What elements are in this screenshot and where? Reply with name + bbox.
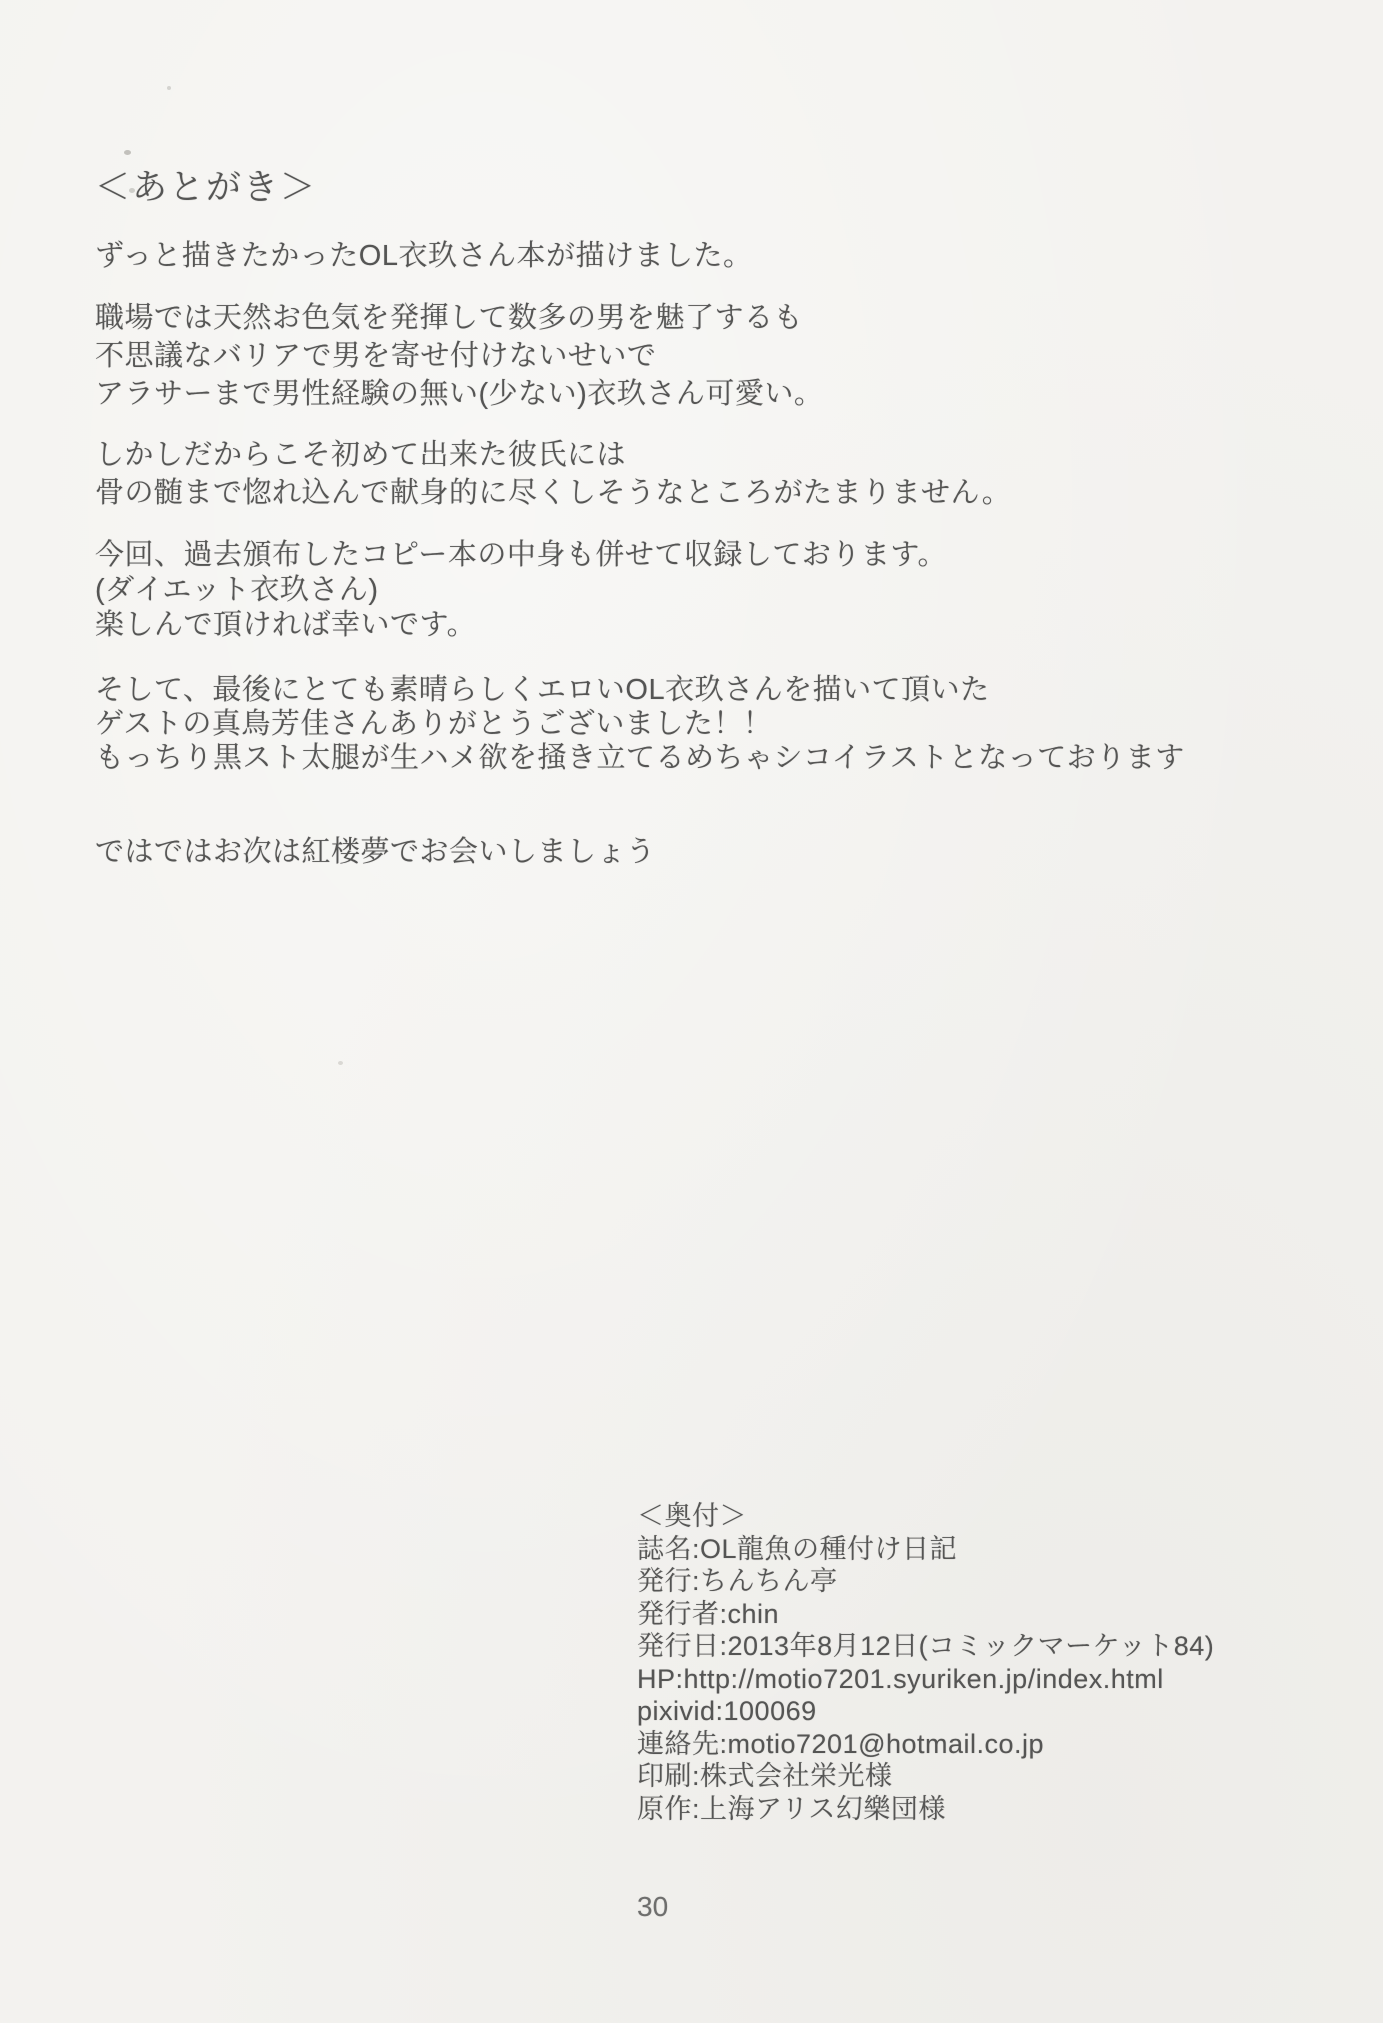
colophon-entry-publisher: 発行:ちんちん亭 <box>637 1566 838 1596</box>
colophon-entry-pixiv-id: pixivid:100069 <box>637 1696 817 1726</box>
afterword-text-line: ずっと描きたかったOL衣玖さん本が描けました。 <box>95 240 753 272</box>
colophon-block <box>637 1500 1214 1825</box>
afterword-text-line: ではではお次は紅楼夢でお会いしましょう <box>95 836 656 868</box>
afterword-text-line: 楽しんで頂ければ幸いです。 <box>95 609 477 641</box>
colophon-entry-date: 発行日:2013年8月12日(コミックマーケット84) <box>637 1631 1215 1661</box>
colophon-entry-title: 誌名:OL龍魚の種付け日記 <box>637 1533 958 1564</box>
afterword-closing <box>95 833 656 871</box>
afterword-paragraph-2 <box>95 299 823 413</box>
afterword-paragraph-3 <box>95 436 1011 512</box>
afterword-text-line: 職場では天然お色気を発揮して数多の男を魅了するも <box>95 302 804 334</box>
colophon-entry-homepage: HP:http://motio7201.syuriken.jp/index.html <box>637 1663 1164 1694</box>
afterword-paragraph-4 <box>95 538 947 643</box>
afterword-text-line: そして、最後にとても素晴らしくエロいOL衣玖さんを描いて頂いた <box>95 674 990 706</box>
scan-speckle <box>124 150 131 155</box>
colophon-entry-contact-email: 連絡先:motio7201@hotmail.co.jp <box>637 1728 1045 1759</box>
afterword-text-line: もっちり黒スト太腿が生ハメ欲を掻き立てるめちゃシコイラストとなっております <box>95 742 1185 774</box>
colophon-entry-author: 発行者:chin <box>637 1598 780 1629</box>
afterword-text-line: アラサーまで男性経験の無い(少ない)衣玖さん可愛い。 <box>95 378 824 410</box>
scan-speckle <box>167 86 171 90</box>
afterword-text-line: 骨の髄まで惚れ込んで献身的に尽くしそうなところがたまりません。 <box>95 477 1012 509</box>
afterword-text-line: ゲストの真鳥芳佳さんありがとうございました！！ <box>95 708 773 740</box>
scan-speckle <box>338 1061 343 1065</box>
afterword-text-line: しかしだからこそ初めて出来た彼氏には <box>95 439 627 471</box>
afterword-paragraph-5 <box>95 673 1185 775</box>
afterword-heading: ＜あとがき＞ <box>95 168 318 207</box>
colophon-heading: ＜奥付＞ <box>637 1501 747 1531</box>
afterword-text-line: (ダイエット衣玖さん) <box>95 574 379 606</box>
colophon-entry-original-work: 原作:上海アリス幻樂団様 <box>637 1793 946 1824</box>
afterword-text-line: 今回、過去頒布したコピー本の中身も併せて収録しております。 <box>95 539 948 571</box>
afterword-paragraph-1 <box>95 237 752 275</box>
colophon-entry-printer: 印刷:株式会社栄光様 <box>637 1761 893 1791</box>
afterword-text-line: 不思議なバリアで男を寄せ付けないせいで <box>95 340 657 372</box>
page-number: 30 <box>637 1891 669 1922</box>
